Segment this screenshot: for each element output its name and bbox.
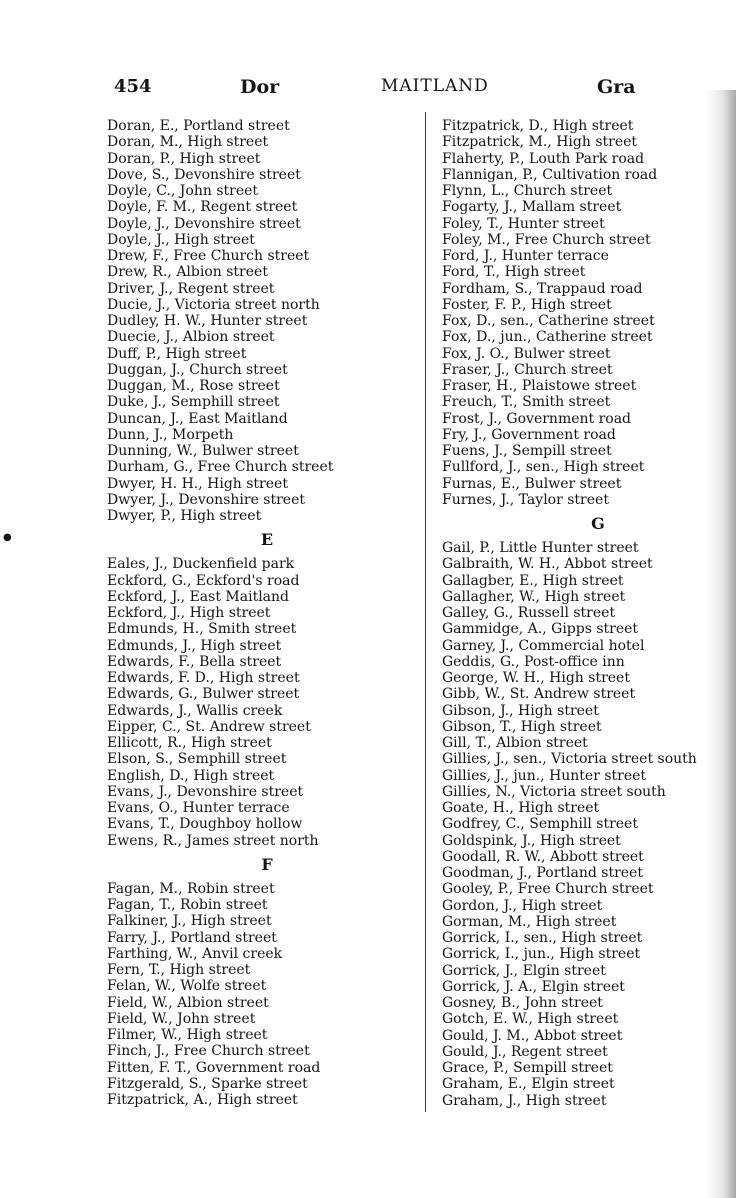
directory-entry: Gibson, T., High street (442, 718, 602, 735)
page-header (0, 72, 736, 104)
directory-entry: Finch, J., Free Church street (107, 1043, 310, 1060)
directory-entry: Drew, F., Free Church street (107, 248, 310, 264)
directory-entry: Elson, S., Semphill street (107, 751, 287, 768)
directory-entry: Evans, T., Doughboy hollow (107, 816, 303, 833)
directory-entry: Durham, G., Free Church street (107, 459, 334, 476)
directory-entry: Fordham, S., Trappaud road (442, 280, 643, 297)
directory-entry: Doran, P., High street (107, 150, 261, 167)
directory-entry: Fitzpatrick, M., High street (442, 134, 638, 151)
page-title: MAITLAND (381, 76, 489, 96)
directory-entry: Gail, P., Little Hunter street (442, 540, 639, 556)
directory-entry: Fuens, J., Sempill street (442, 443, 612, 459)
directory-entry: Dudley, H. W., Hunter street (107, 313, 308, 329)
left-guide-word: Dor (240, 76, 280, 98)
directory-entry: Gorrick, J. A., Elgin street (442, 978, 625, 995)
directory-entry: Field, W., John street (107, 1010, 256, 1027)
directory-entry: Dwyer, P., High street (107, 508, 262, 524)
directory-entry: Gosney, B., John street (442, 995, 603, 1011)
directory-entry: Fox, D., sen., Catherine street (442, 313, 655, 329)
directory-entry: Gibb, W., St. Andrew street (442, 686, 636, 703)
directory-entry: Gotch, E. W., High street (442, 1011, 619, 1028)
directory-entry: Ellicott, R., High street (107, 735, 272, 751)
directory-entry: Edmunds, H., Smith street (107, 621, 297, 638)
directory-entry: George, W. H., High street (442, 670, 630, 686)
directory-entry: Gill, T., Albion street (442, 735, 588, 751)
directory-entry: Galley, G., Russell street (442, 605, 616, 621)
directory-entry: Eckford, J., East Maitland (107, 588, 289, 605)
directory-entry: Duff, P., High street (107, 345, 247, 362)
directory-entry: Gorrick, J., Elgin street (442, 962, 606, 979)
directory-entry: Eckford, G., Eckford's road (107, 572, 300, 589)
directory-entry: Duecie, J., Albion street (107, 329, 275, 346)
directory-entry: Gillies, J., jun., Hunter street (442, 767, 647, 784)
directory-entry: Goodman, J., Portland street (442, 865, 643, 881)
directory-entry: Dwyer, H. H., High street (107, 475, 288, 492)
directory-entry: Field, W., Albion street (107, 994, 269, 1011)
directory-entry: Duggan, M., Rose street (107, 378, 280, 394)
directory-entry: Dwyer, J., Devonshire street (107, 491, 306, 508)
directory-entry: Doyle, F. M., Regent street (107, 199, 298, 216)
directory-entry: Gillies, N., Victoria street south (442, 783, 666, 800)
directory-entry: Duncan, J., East Maitland (107, 410, 288, 427)
directory-entry: Ford, T., High street (442, 264, 586, 281)
directory-entry: Foster, F. P., High street (442, 296, 612, 313)
directory-entry: Geddis, G., Post-office inn (442, 653, 625, 670)
directory-entry: Edwards, J., Wallis creek (107, 702, 283, 719)
directory-entry: Fitten, F. T., Government road (107, 1059, 321, 1076)
directory-entry: Falkiner, J., High street (107, 913, 272, 930)
right-guide-word: Gra (597, 76, 636, 98)
directory-entry: Gorman, M., High street (442, 913, 617, 930)
directory-entry: Fox, D., jun., Catherine street (442, 329, 653, 346)
directory-entry: Eipper, C., St. Andrew street (107, 718, 311, 735)
directory-entry: Ducie, J., Victoria street north (107, 296, 320, 313)
directory-entry: Furnes, J., Taylor street (442, 491, 609, 508)
directory-entry: Duggan, J., Church street (107, 361, 288, 378)
page-edge-shadow (706, 90, 736, 1198)
right-column (442, 118, 722, 1109)
directory-entry: English, D., High street (107, 767, 275, 784)
directory-entry: Doran, E., Portland street (107, 118, 290, 134)
directory-entry: Dunn, J., Morpeth (107, 426, 234, 443)
directory-entry: Goldspink, J., High street (442, 832, 621, 849)
directory-entry: Graham, E., Elgin street (442, 1076, 615, 1093)
directory-entry: Fagan, M., Robin street (107, 880, 275, 897)
left-column (107, 118, 419, 1108)
directory-entry: Fagan, T., Robin street (107, 897, 268, 913)
directory-entry: Fox, J. O., Bulwer street (442, 345, 611, 362)
directory-entry: Gallagber, E., High street (442, 572, 624, 589)
directory-entry: Grace, P., Sempill street (442, 1060, 613, 1076)
directory-entry: Gallagher, W., High street (442, 588, 626, 605)
directory-entry: Gammidge, A., Gipps street (442, 621, 639, 638)
directory-entry: Fitzpatrick, A., High street (107, 1092, 298, 1108)
directory-entry: Goate, H., High street (442, 800, 600, 816)
directory-entry: Frost, J., Government road (442, 410, 632, 427)
directory-entry: Foley, M., Free Church street (442, 231, 651, 248)
directory-entry: Galbraith, W. H., Abbot street (442, 556, 653, 573)
directory-entry: Duke, J., Semphill street (107, 394, 280, 411)
directory-entry: Flaherty, P., Louth Park road (442, 150, 645, 167)
directory-entry: Edwards, F. D., High street (107, 670, 300, 686)
directory-entry: Graham, J., High street (442, 1092, 607, 1109)
section-letter: G (591, 514, 605, 533)
directory-entry: Driver, J., Regent street (107, 280, 275, 297)
directory-entry: Doyle, J., High street (107, 231, 255, 248)
directory-entry: Flynn, L., Church street (442, 183, 613, 199)
directory-entry: Felan, W., Wolfe street (107, 978, 267, 995)
directory-entry: Doyle, C., John street (107, 183, 259, 199)
directory-entry: Furnas, E., Bulwer street (442, 475, 622, 492)
directory-entry: Gooley, P., Free Church street (442, 881, 654, 898)
directory-entry: Dunning, W., Bulwer street (107, 443, 299, 459)
section-letter: E (260, 530, 274, 550)
directory-entry: Edwards, F., Bella street (107, 653, 282, 670)
directory-entry: Fraser, H., Plaistowe street (442, 378, 637, 394)
directory-entry: Gould, J. M., Abbot street (442, 1027, 623, 1044)
directory-entry: Drew, R., Albion street (107, 264, 268, 281)
directory-entry: Dove, S., Devonshire street (107, 166, 301, 183)
directory-entry: Fern, T., High street (107, 962, 251, 978)
directory-entry: Gibson, J., High street (442, 702, 599, 719)
directory-entry: Edwards, G., Bulwer street (107, 686, 300, 703)
directory-entry: Filmer, W., High street (107, 1027, 268, 1043)
directory-entry: Ford, J., Hunter terrace (442, 248, 609, 264)
column-divider (425, 112, 426, 1112)
directory-entry: Fitzpatrick, D., High street (442, 118, 634, 134)
directory-entry: Edmunds, J., High street (107, 637, 282, 654)
directory-entry: Freuch, T., Smith street (442, 394, 611, 411)
directory-entry: Doran, M., High street (107, 134, 269, 151)
directory-entry: Evans, J., Devonshire street (107, 783, 304, 800)
directory-entry: Goodall, R. W., Abbott street (442, 848, 644, 865)
directory-entry: Gorrick, I., sen., High street (442, 930, 643, 946)
directory-entry: Gould, J., Regent street (442, 1043, 608, 1060)
section-letter: F (261, 854, 273, 874)
directory-entry: Gorrick, I., jun., High street (442, 946, 641, 963)
directory-entry: Ewens, R., James street north (107, 832, 319, 849)
directory-entry: Eales, J., Duckenfield park (107, 556, 295, 573)
directory-entry: Fry, J., Government road (442, 426, 616, 443)
directory-entry: Fullford, J., sen., High street (442, 459, 645, 476)
directory-entry: Farry, J., Portland street (107, 929, 277, 946)
directory-entry: Fogarty, J., Mallam street (442, 199, 622, 216)
directory-entry: Eckford, J., High street (107, 605, 271, 621)
directory-entry: Gillies, J., sen., Victoria street south (442, 751, 697, 768)
margin-dot: ● (3, 532, 12, 543)
directory-entry: Foley, T., Hunter street (442, 215, 605, 232)
directory-entry: Fitzgerald, S., Sparke street (107, 1075, 308, 1092)
directory-entry: Gordon, J., High street (442, 897, 603, 914)
directory-entry: Godfrey, C., Semphill street (442, 816, 638, 833)
page-number: 454 (114, 76, 152, 97)
directory-entry: Fraser, J., Church street (442, 361, 613, 378)
directory-entry: Doyle, J., Devonshire street (107, 215, 301, 232)
directory-entry: Farthing, W., Anvil creek (107, 945, 283, 962)
directory-entry: Flannigan, P., Cultivation road (442, 166, 658, 183)
directory-entry: Evans, O., Hunter terrace (107, 800, 290, 816)
directory-entry: Garney, J., Commercial hotel (442, 637, 645, 654)
